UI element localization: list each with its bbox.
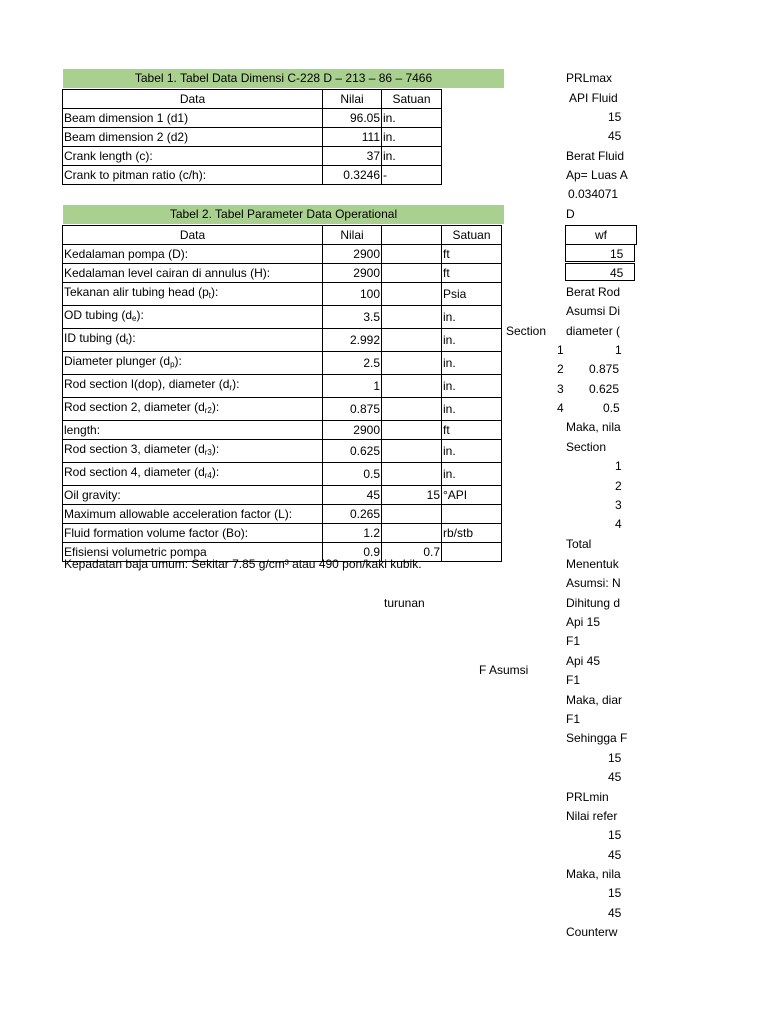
row-label-tail: ): [232, 377, 240, 391]
row-label [63, 375, 323, 398]
table1-dimensi [62, 89, 442, 185]
row-label [63, 421, 323, 440]
table2-parameter [62, 225, 502, 562]
row-extra [382, 463, 442, 486]
maka-diar-label: Maka, diar [566, 693, 623, 707]
mn-45: 45 [608, 906, 622, 920]
section-row-3: 3 [615, 498, 622, 512]
table1-header-cell: Nilai [323, 90, 382, 109]
table-row [63, 421, 502, 440]
row-value: 2900 [323, 421, 382, 440]
row-unit: °API [442, 486, 502, 505]
section-row-4: 4 [615, 517, 622, 531]
row-label-text: Rod section I(dop), diameter (d [64, 377, 230, 391]
row-label-subscript: t [208, 291, 212, 300]
d-label: D [566, 207, 575, 221]
table2-header-cell: Nilai [323, 226, 382, 245]
maka-nila-label: Maka, nila [566, 420, 621, 434]
row-label-text: Rod section 4, diameter (d [64, 465, 205, 479]
row-value: 45 [323, 486, 382, 505]
diameter-label: diameter ( [566, 324, 621, 338]
table-row [63, 329, 502, 352]
prlmax-label: PRLmax [566, 71, 613, 85]
row-value: 0.9 [323, 543, 382, 562]
row-label-tail: ): [211, 442, 220, 456]
row-value: 2.992 [323, 329, 382, 352]
mn-15: 15 [608, 886, 622, 900]
table-row [63, 486, 502, 505]
table-row [63, 505, 502, 524]
table-row [63, 524, 502, 543]
row-value: 1.2 [323, 524, 382, 543]
counterw-label: Counterw [566, 925, 618, 939]
row-value: 0.3246 [323, 166, 382, 185]
maka-nila2-label: Maka, nila [566, 867, 621, 881]
diam-value-4: 0.5 [603, 401, 620, 415]
row-value: 0.265 [323, 505, 382, 524]
table-row [63, 352, 502, 375]
sehingga-label: Sehingga F [566, 731, 628, 745]
row-extra [382, 421, 442, 440]
row-label [63, 505, 323, 524]
ref-45: 45 [608, 848, 622, 862]
diam-value-2: 0.875 [589, 362, 620, 376]
table-row [63, 283, 502, 306]
row-label-text: Rod section 3, diameter (d [64, 442, 205, 456]
row-value: 3.5 [323, 306, 382, 329]
row-label [63, 463, 323, 486]
row-label [63, 486, 323, 505]
table-row [63, 109, 442, 128]
row-label [63, 264, 323, 283]
row-extra [382, 375, 442, 398]
row-extra [382, 329, 442, 352]
f1-label-a: F1 [566, 634, 581, 648]
section-row-1: 1 [615, 459, 622, 473]
table1-header-cell: Satuan [382, 90, 442, 109]
table-row [63, 264, 502, 283]
turunan-label: turunan [384, 596, 425, 610]
row-extra [382, 505, 442, 524]
row-label [63, 245, 323, 264]
total-label: Total [566, 537, 592, 551]
row-label [63, 329, 323, 352]
table1-header-cell: Data [63, 90, 323, 109]
row-unit: - [382, 166, 442, 185]
row-label-text: Tekanan alir tubing head (p [64, 285, 209, 299]
row-label-subscript: p [170, 360, 175, 369]
row-label: Crank length (c): [63, 147, 323, 166]
row-label-tail: ): [128, 331, 136, 345]
row-label: Crank to pitman ratio (c/h): [63, 166, 323, 185]
row-label [63, 398, 323, 421]
table-row [63, 306, 502, 329]
row-label [63, 524, 323, 543]
row-unit: in. [382, 128, 442, 147]
diam-value-3: 0.625 [589, 382, 620, 396]
section-number-1: 1 [557, 343, 564, 357]
row-label-subscript: t [126, 337, 129, 346]
table-row [63, 398, 502, 421]
row-value: 2900 [323, 245, 382, 264]
row-label-text: OD tubing (d [64, 308, 133, 322]
section-number-3: 3 [557, 382, 564, 396]
row-label-text: Kedalaman pompa (D): [64, 247, 189, 261]
ap-value: 0.034071 [568, 187, 619, 201]
row-value: 37 [323, 147, 382, 166]
row-unit: in. [442, 306, 502, 329]
table2-header-cell: Data [63, 226, 323, 245]
section-row-2: 2 [615, 479, 622, 493]
row-unit: ft [442, 264, 502, 283]
row-label-text: length: [64, 423, 101, 437]
row-extra [382, 245, 442, 264]
row-label-text: Oil gravity: [64, 488, 121, 502]
dihitung-label: Dihitung d [566, 596, 621, 610]
row-extra [382, 352, 442, 375]
row-extra: 15 [382, 486, 442, 505]
section-number-4: 4 [557, 401, 564, 415]
api-value-45: 45 [608, 129, 622, 143]
row-unit: in. [442, 329, 502, 352]
row-unit: ft [442, 245, 502, 264]
table1-title: Tabel 1. Tabel Data Dimensi C-228 D – 213 – 86 – 7466 [63, 69, 504, 88]
row-label: Beam dimension 2 (d2) [63, 128, 323, 147]
f1-label-b: F1 [566, 673, 581, 687]
wf-cell-45: 45 [565, 263, 635, 281]
row-label-subscript: e [132, 314, 137, 323]
row-value: 0.875 [323, 398, 382, 421]
api-45-label: Api 45 [566, 654, 601, 668]
row-value: 1 [323, 375, 382, 398]
row-label-subscript: r4 [204, 471, 212, 480]
row-label [63, 440, 323, 463]
prlmin-label: PRLmin [566, 790, 609, 804]
row-unit: in. [442, 463, 502, 486]
row-unit: Psia [442, 283, 502, 306]
row-extra [382, 283, 442, 306]
row-extra [382, 440, 442, 463]
menentuk-label: Menentuk [566, 557, 619, 571]
row-label-tail: ): [211, 400, 220, 414]
asumsi-n-label: Asumsi: N [566, 576, 621, 590]
row-value: 96.05 [323, 109, 382, 128]
density-note: Kepadatan baja umum: Sekitar 7.85 g/cm³ atau 490 pon/kaki kubik. [64, 557, 422, 571]
row-extra [382, 264, 442, 283]
row-label-subscript: r [229, 383, 233, 392]
table-row [63, 375, 502, 398]
wf-header-cell: wf [565, 225, 637, 245]
api-15-label: Api 15 [566, 615, 601, 629]
row-label-tail: ): [211, 285, 219, 299]
nilai-refer-label: Nilai refer [566, 809, 618, 823]
asumsi-di-label: Asumsi Di [566, 304, 621, 318]
f1-label-c: F1 [566, 712, 581, 726]
table-row [63, 147, 442, 166]
row-unit [442, 543, 502, 562]
row-unit [442, 505, 502, 524]
section-number-2: 2 [557, 362, 564, 376]
row-label [63, 283, 323, 306]
row-label: Beam dimension 1 (d1) [63, 109, 323, 128]
row-label-text: Fluid formation volume factor (Bo): [64, 526, 249, 540]
row-value: 100 [323, 283, 382, 306]
ref-15: 15 [608, 828, 622, 842]
row-label-tail: ): [211, 465, 220, 479]
row-label-tail: ): [136, 308, 144, 322]
row-label-text: ID tubing (d [64, 331, 127, 345]
table-row [63, 245, 502, 264]
row-extra [382, 306, 442, 329]
row-value: 2.5 [323, 352, 382, 375]
row-extra: 0.7 [382, 543, 442, 562]
row-label-text: Efisiensi volumetric pompa [64, 545, 207, 559]
section-header: Section [506, 324, 547, 338]
row-unit: in. [442, 375, 502, 398]
row-value: 0.5 [323, 463, 382, 486]
diam-value-1: 1 [615, 343, 622, 357]
row-unit: in. [442, 440, 502, 463]
sehingga-15: 15 [608, 751, 622, 765]
table2-header-cell: Satuan [442, 226, 502, 245]
ap-luas-label: Ap= Luas A [566, 168, 628, 182]
row-label-text: Maximum allowable acceleration factor (L): [64, 507, 293, 521]
row-value: 0.625 [323, 440, 382, 463]
row-label-tail: ): [174, 354, 182, 368]
row-unit: in. [382, 109, 442, 128]
api-fluid-label: API Fluid [569, 91, 618, 105]
row-label-subscript: r2 [204, 406, 212, 415]
table2-header-row [63, 226, 502, 245]
row-label-text: Rod section 2, diameter (d [64, 400, 205, 414]
f-asumsi-label: F Asumsi [479, 663, 529, 677]
table2-title: Tabel 2. Tabel Parameter Data Operational [63, 205, 504, 224]
row-unit: in. [382, 147, 442, 166]
table-row [63, 166, 442, 185]
row-label-text: Kedalaman level cairan di annulus (H): [64, 266, 271, 280]
row-label-subscript: r3 [204, 448, 212, 457]
table-row [63, 463, 502, 486]
row-unit: rb/stb [442, 524, 502, 543]
table-row [63, 128, 442, 147]
row-unit: in. [442, 352, 502, 375]
berat-rod-label: Berat Rod [566, 285, 621, 299]
berat-fluid-label: Berat Fluid [566, 149, 625, 163]
row-unit: ft [442, 421, 502, 440]
row-unit: in. [442, 398, 502, 421]
row-label [63, 306, 323, 329]
row-extra [382, 398, 442, 421]
table-row [63, 440, 502, 463]
row-value: 111 [323, 128, 382, 147]
row-label [63, 352, 323, 375]
section-label: Section [566, 440, 607, 454]
row-value: 2900 [323, 264, 382, 283]
row-extra [382, 524, 442, 543]
wf-cell-15: 15 [565, 244, 635, 262]
row-label-text: Diameter plunger (d [64, 354, 171, 368]
table1-header-row [63, 90, 442, 109]
table2-header-cell [382, 226, 442, 245]
sehingga-45: 45 [608, 770, 622, 784]
api-value-15: 15 [608, 110, 622, 124]
